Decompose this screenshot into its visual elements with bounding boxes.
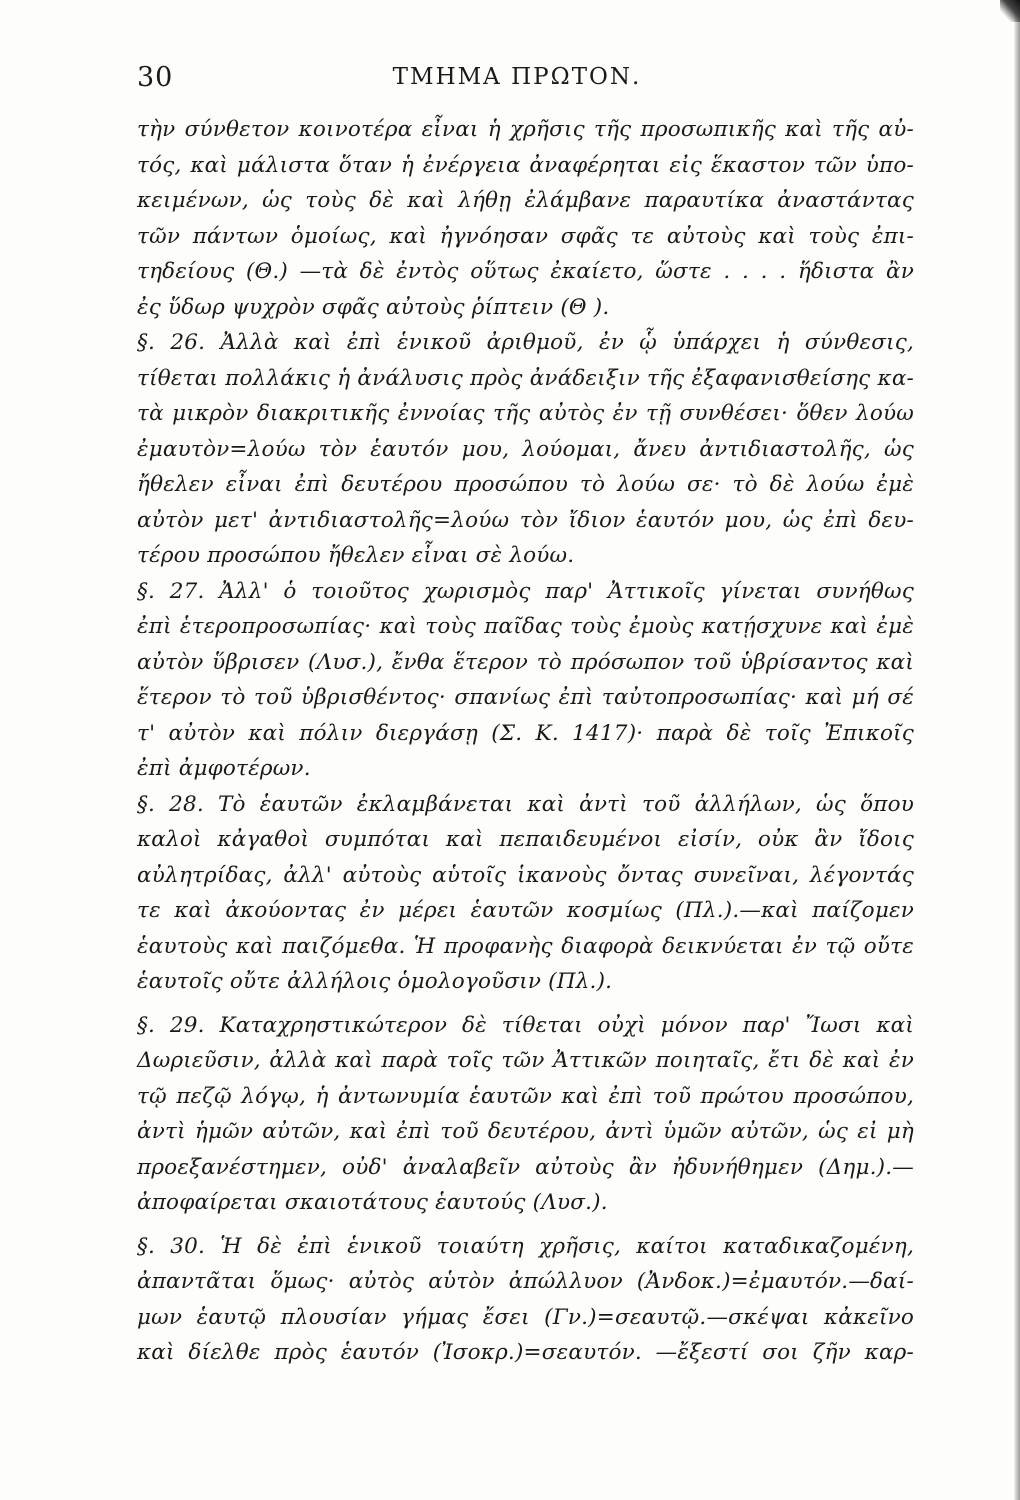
text-line: αὐλητρίδας, ἀλλ' αὐτοὺς αὑτοῖς ἱκανοὺς ὄντας συνεῖναι, λέγοντάς [137,862,914,888]
text-line: τῶν πάντων ὁμοίως, καὶ ἠγνόησαν σφᾶς τε αὐτοὺς καὶ τοὺς ἐπι- [137,223,914,249]
text-line: κειμένων, ὡς τοὺς δὲ καὶ λήθῃ ἐλάμβανε παραυτίκα ἀναστάντας [137,188,914,213]
text-line: §. 27. Ἀλλ' ὁ τοιοῦτος χωρισμὸς παρ' Ἀττικοῖς γίνεται συνήθως [137,578,914,604]
running-head: ΤΜΗΜΑ ΠΡΩΤΟΝ. [392,64,642,90]
text-line: τῷ πεζῷ λόγῳ, ἡ ἀντωνυμία ἑαυτῶν καὶ ἐπὶ τοῦ πρώτου προσώπου, [137,1083,914,1109]
text-line: τίθεται πολλάκις ἡ ἀνάλυσις πρὸς ἀνάδειξιν τῆς ἐξαφανισθείσης κα- [137,365,914,391]
text-line: αὐτὸν ὕβρισεν (Λυσ.), ἔνθα ἕτερον τὸ πρόσωπον τοῦ ὑβρίσαντος καὶ [137,649,914,675]
text-line: αὐτὸν μετ' ἀντιδιαστολῆς=λούω τὸν ἴδιον ἑαυτόν μου, ὡς ἐπὶ δευ- [137,507,914,533]
page-edge-shadow [1014,0,1020,1500]
text-line: τὴν σύνθετον κοινοτέρα εἶναι ἡ χρῆσις τῆς προσωπικῆς καὶ τῆς αὐ- [137,117,914,142]
text-line: τός, καὶ μάλιστα ὅταν ἡ ἐνέργεια ἀναφέρηται εἰς ἕκαστον τῶν ὑπο- [137,152,914,178]
text-line: ἐς ὕδωρ ψυχρὸν σφᾶς αὐτοὺς ῥίπτειν (Θ ). [137,294,610,320]
text-line: §. 30. Ἡ δὲ ἐπὶ ἑνικοῦ τοιαύτη χρῆσις, καίτοι καταδικαζομένη, [137,1233,914,1259]
text-line: καὶ δίελθε πρὸς ἑαυτόν (Ἰσοκρ.)=σεαυτόν. —ἔξεστί σοι ζῆν καρ- [137,1340,914,1365]
text-line: τε καὶ ἀκούοντας ἐν μέρει ἑαυτῶν κοσμίως (Πλ.).—καὶ παίζομεν [137,898,914,923]
text-line: μων ἑαυτῷ πλουσίαν γήμας ἔσει (Γν.)=σεαυτῷ.—σκέψαι κἀκεῖνο [137,1304,914,1330]
text-line: ἤθελεν εἶναι ἐπὶ δευτέρου προσώπου τὸ λούω σε· τὸ δὲ λούω ἐμὲ [137,472,914,497]
text-line: §. 28. Τὸ ἑαυτῶν ἐκλαμβάνεται καὶ ἀντὶ τοῦ ἀλλήλων, ὡς ὅπου [137,791,914,817]
page-number: 30 [137,62,174,93]
text-line: προεξανέστημεν, οὐδ' ἀναλαβεῖν αὐτοὺς ἂν ἠδυνήθημεν (Δημ.).— [137,1154,914,1180]
text-line: ἀπαντᾶται ὅμως· αὐτὸς αὑτὸν ἀπώλλυον (Ἀνδοκ.)=ἐμαυτόν.—δαί- [137,1269,914,1294]
text-line: ἀντὶ ἡμῶν αὐτῶν, καὶ ἐπὶ τοῦ δευτέρου, ἀντὶ ὑμῶν αὐτῶν, ὡς εἰ μὴ [137,1119,914,1144]
text-line: §. 29. Καταχρηστικώτερον δὲ τίθεται οὐχὶ μόνον παρ' Ἴωσι καὶ [137,1012,914,1038]
page-header [137,58,917,98]
text-line: Δωριεῦσιν, ἀλλὰ καὶ παρὰ τοῖς τῶν Ἀττικῶν ποιηταῖς, ἔτι δὲ καὶ ἐν [137,1048,914,1073]
text-line: καλοὶ κἀγαθοὶ συμπόται καὶ πεπαιδευμένοι εἰσίν, οὐκ ἂν ἴδοις [137,827,914,852]
text-line: τέρου προσώπου ἤθελεν εἶναι σὲ λούω. [137,543,575,568]
text-line: ἀποφαίρεται σκαιοτάτους ἑαυτούς (Λυσ.). [137,1190,608,1215]
text-line: ἐμαυτὸν=λούω τὸν ἑαυτόν μου, λούομαι, ἄνευ ἀντιδιαστολῆς, ὡς [137,436,914,462]
text-line: ἐπὶ ἀμφοτέρων. [137,756,311,781]
text-line: τὰ μικρὸν διακριτικῆς ἐννοίας τῆς αὐτὸς ἐν τῇ συνθέσει· ὅθεν λούω [137,401,914,426]
text-line: ἕτερον τὸ τοῦ ὑβρισθέντος· σπανίως ἐπὶ ταὐτοπροσωπίας· καὶ μή σέ [137,685,914,710]
text-line: τ' αὐτὸν καὶ πόλιν διεργάσῃ (Σ. Κ. 1417)· παρὰ δὲ τοῖς Ἐπικοῖς [137,720,914,746]
text-line: ἑαυτοὺς καὶ παιζόμεθα. Ἡ προφανὴς διαφορὰ δεικνύεται ἐν τῷ οὔτε [137,933,914,959]
text-line: τηδείους (Θ.) —τὰ δὲ ἐντὸς οὕτως ἐκαίετο, ὥστε . . . . ἥδιστα ἂν [137,259,914,284]
text-line: ἑαυτοῖς οὔτε ἀλλήλοις ὁμολογοῦσιν (Πλ.). [137,969,613,994]
body-text [137,112,914,1371]
text-line: ἐπὶ ἑτεροπροσωπίας· καὶ τοὺς παῖδας τοὺς ἐμοὺς κατῄσχυνε καὶ ἐμὲ [137,614,914,639]
text-line: §. 26. Ἀλλὰ καὶ ἐπὶ ἑνικοῦ ἀριθμοῦ, ἐν ᾧ ὑπάρχει ἡ σύνθεσις, [137,330,914,355]
page-corner-shadow [1000,0,1020,22]
